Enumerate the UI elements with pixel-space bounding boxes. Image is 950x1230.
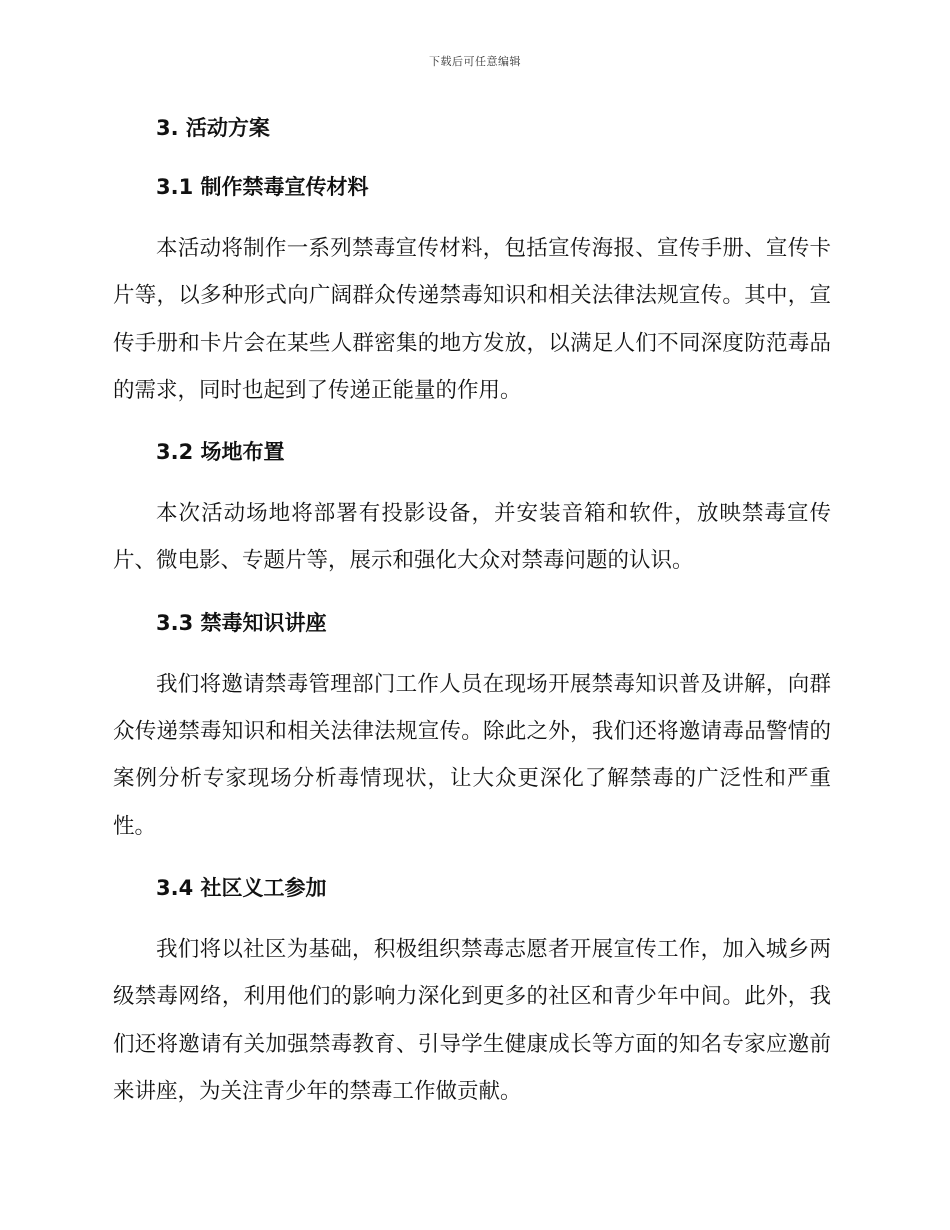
paragraph-3-4: 我们将以社区为基础，积极组织禁毒志愿者开展宣传工作，加入城乡两级禁毒网络，利用他们的影响力深化到更多的社区和青少年中间。此外，我们还将邀请有关加强禁毒教育、引导学生健康成长等方面的知名专家应邀前来讲座，为关注青少年的禁毒工作做贡献。 [113, 936, 831, 1104]
section-title: 3. 活动方案 [156, 116, 270, 140]
paragraph-3-2: 本次活动场地将部署有投影设备，并安装音箱和软件，放映禁毒宣传片、微电影、专题片等，展示和强化大众对禁毒问题的认识。 [113, 501, 831, 574]
document-body [113, 108, 831, 1133]
paragraph-3-3: 我们将邀请禁毒管理部门工作人员在现场开展禁毒知识普及讲解，向群众传递禁毒知识和相关法律法规宣传。除此之外，我们还将邀请毒品警情的案例分析专家现场分析毒情现状，让大众更深化了解禁毒的广泛性和严重性。 [113, 671, 831, 839]
subsection-title-3-1: 3.1 制作禁毒宣传材料 [156, 175, 369, 199]
paragraph-3-1: 本活动将制作一系列禁毒宣传材料，包括宣传海报、宣传手册、宣传卡片等，以多种形式向广阔群众传递禁毒知识和相关法律法规宣传。其中，宣传手册和卡片会在某些人群密集的地方发放，以满足人们不同深度防范毒品的需求，同时也起到了传递正能量的作用。 [113, 236, 831, 403]
subsection-title-3-4: 3.4 社区义工参加 [156, 875, 327, 900]
subsection-title-3-3: 3.3 禁毒知识讲座 [156, 610, 327, 635]
page-header: 下载后可任意编辑 [429, 55, 521, 68]
subsection-title-3-2: 3.2 场地布置 [156, 440, 285, 465]
